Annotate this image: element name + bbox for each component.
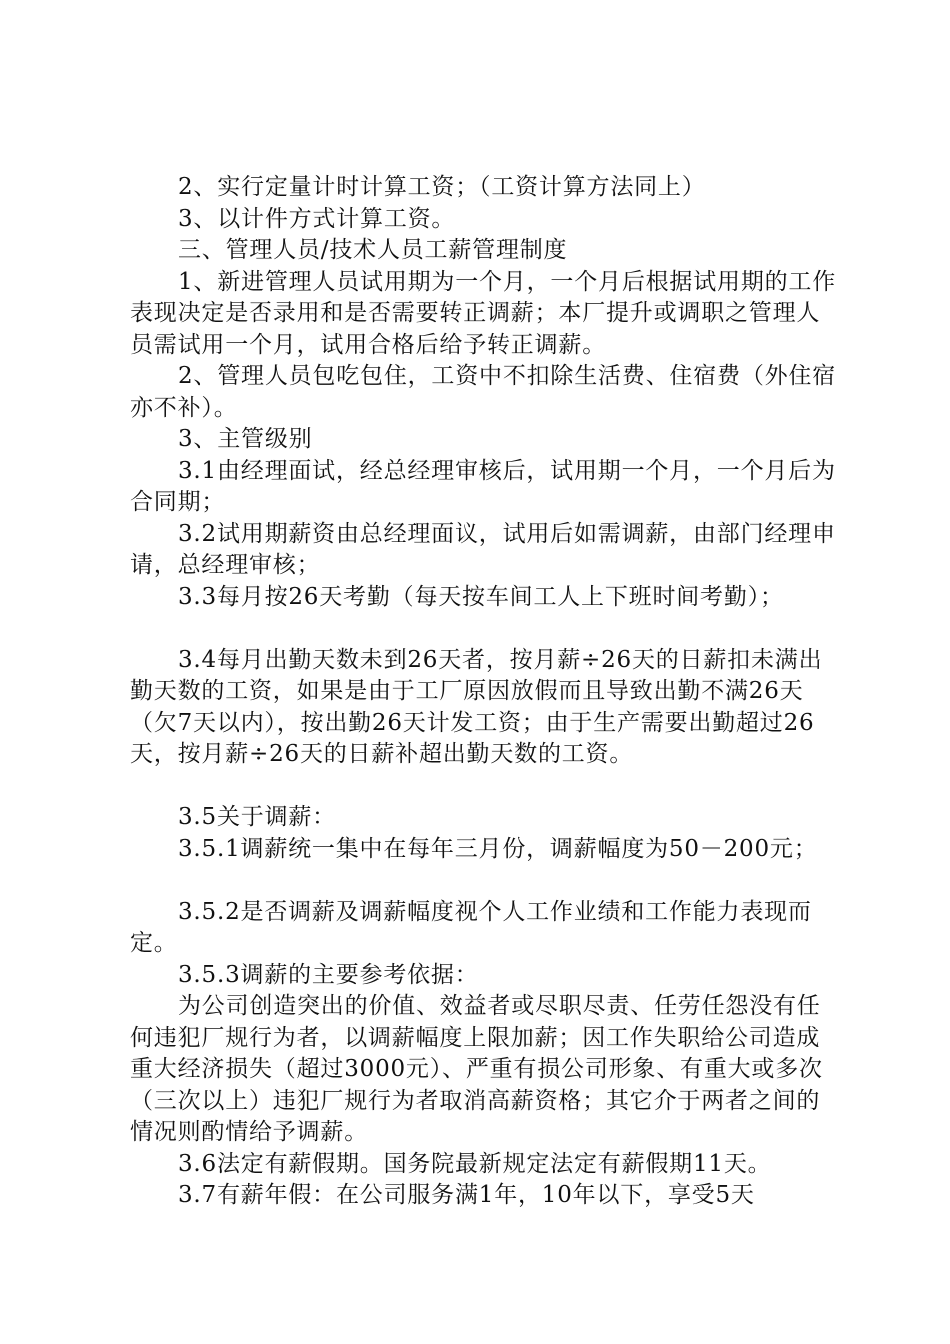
blank-line — [130, 865, 842, 897]
blank-line — [130, 613, 842, 645]
paragraph-probation: 1、新进管理人员试用期为一个月，一个月后根据试用期的工作表现决定是否录用和是否需要转正调薪；本厂提升或调职之管理人员需试用一个月，试用合格后给予转正调薪。 — [130, 268, 837, 358]
document-body — [130, 172, 842, 1212]
paragraph-wage-piece: 3、以计件方式计算工资。 — [178, 205, 456, 232]
paragraph-raise-criteria: 为公司创造突出的价值、效益者或尽职尽责、任劳任怨没有任何违犯厂规行为者，以调薪幅度上限加薪；因工作失职给公司造成重大经济损失（超过3000元）、严重有损公司形象、有重大或多次（三次以上）违犯厂规行为者取消高薪资格；其它介于两者之间的情况则酌情给予调薪。 — [130, 993, 823, 1145]
paragraph-3-3: 3.3每月按26天考勤（每天按车间工人上下班时间考勤）； — [178, 583, 784, 610]
paragraph-3-5-2: 3.5.2是否调薪及调薪幅度视个人工作业绩和工作能力表现而定。 — [130, 898, 812, 956]
paragraph-wage-timed: 2、实行定量计时计算工资；（工资计算方法同上） — [178, 174, 706, 200]
paragraph-3-2: 3.2试用期薪资由总经理面议，试用后如需调薪，由部门经理申请，总经理审核； — [130, 520, 836, 578]
section-heading-management: 三、管理人员/技术人员工薪管理制度 — [178, 237, 568, 263]
paragraph-3-4: 3.4每月出勤天数未到26天者，按月薪÷26天的日薪扣未满出勤天数的工资，如果是由于工厂原因放假而且导致出勤不满26天（欠7天以内），按出勤26天计发工资；由于生产需要出勤超过26天，按月薪÷26天的日薪补超出勤天数的工资。 — [130, 646, 823, 767]
paragraph-3-5-3: 3.5.3调薪的主要参考依据： — [178, 961, 479, 988]
paragraph-3-6: 3.6法定有薪假期。国务院最新规定法定有薪假期11天。 — [178, 1150, 772, 1177]
paragraph-supervisor-level: 3、主管级别 — [178, 426, 313, 452]
paragraph-board-lodging: 2、管理人员包吃包住，工资中不扣除生活费、住宿费（外住宿亦不补）。 — [130, 363, 837, 421]
blank-line — [130, 771, 842, 803]
paragraph-3-5: 3.5关于调薪： — [178, 804, 336, 830]
paragraph-3-7: 3.7有薪年假：在公司服务满1年，10年以下，享受5天 — [178, 1182, 755, 1208]
paragraph-3-5-1: 3.5.1调薪统一集中在每年三月份，调薪幅度为50－200元； — [178, 835, 818, 862]
paragraph-3-1: 3.1由经理面试，经总经理审核后，试用期一个月，一个月后为合同期； — [130, 457, 836, 515]
